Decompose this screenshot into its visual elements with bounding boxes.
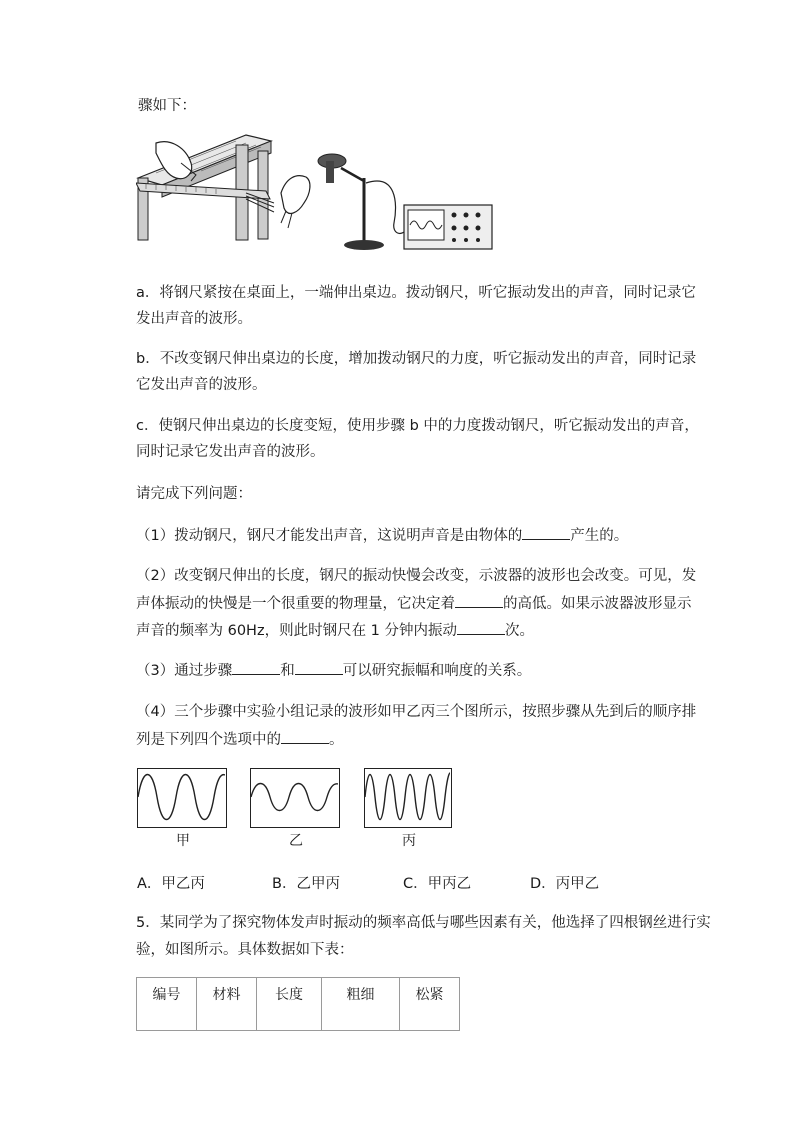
table-header-cell: 长度 [257, 978, 322, 1031]
option-b[interactable]: B．乙甲丙 [272, 876, 340, 892]
waveform-jia-graph [138, 769, 225, 826]
q2-line1: （2）改变钢尺伸出的长度，钢尺的振动快慢会改变，示波器的波形也会改变。可见，发 [136, 568, 697, 584]
question-3 [136, 660, 531, 681]
step-c-line1: c．使钢尺伸出桌边的长度变短，使用步骤 b 中的力度拨动钢尺，听它振动发出的声音， [136, 418, 699, 434]
table-header-row [137, 978, 460, 1031]
q2-line2-after: 的高低。如果示波器波形显示 [503, 596, 692, 612]
waveform-yi [250, 768, 340, 828]
waveform-bing-graph [365, 769, 450, 826]
q1-text-after: 产生的。 [570, 528, 629, 544]
waveform-label-bing: 丙 [402, 833, 416, 849]
q5-line1: 5．某同学为了探究物体发声时振动的频率高低与哪些因素有关，他选择了四根钢丝进行实 [136, 915, 711, 931]
q3-text-before: （3）通过步骤 [136, 663, 233, 679]
q2-line3-after: 次。 [505, 623, 535, 639]
q4-answer-blank[interactable] [281, 729, 329, 744]
q2-line3-before: 声音的频率为 60Hz，则此时钢尺在 1 分钟内振动 [136, 623, 458, 639]
waveform-label-jia: 甲 [176, 833, 190, 849]
prompt-text: 请完成下列问题： [136, 486, 252, 502]
q2-blank-2[interactable] [457, 620, 505, 635]
q4-line2-before: 列是下列四个选项中的 [136, 732, 281, 748]
option-c[interactable]: C．甲丙乙 [403, 876, 472, 892]
q3-blank-2[interactable] [295, 660, 343, 675]
intro-text: 骤如下： [138, 98, 196, 114]
q3-text-after: 可以研究振幅和响度的关系。 [342, 663, 532, 679]
q4-line1: （4）三个步骤中实验小组记录的波形如甲乙丙三个图所示，按照步骤从先到后的顺序排 [136, 704, 697, 720]
q2-line2 [136, 593, 692, 614]
q4-line2 [136, 729, 344, 750]
q3-blank-1[interactable] [232, 660, 280, 675]
waveform-yi-graph [251, 769, 338, 826]
table-header-cell: 材料 [197, 978, 257, 1031]
step-a-line1: a．将钢尺紧按在桌面上，一端伸出桌边。拨动钢尺，听它振动发出的声音，同时记录它 [136, 285, 696, 301]
q4-line2-after: 。 [329, 732, 344, 748]
q2-line3 [136, 620, 534, 641]
step-b-line2: 它发出声音的波形。 [136, 377, 267, 393]
q1-answer-blank[interactable] [522, 525, 570, 540]
table-header-cell: 粗细 [322, 978, 400, 1031]
waveform-bing [364, 768, 452, 828]
waveform-jia [137, 768, 227, 828]
step-a-line2: 发出声音的波形。 [136, 311, 252, 327]
experiment-illustration [136, 133, 496, 255]
question-1 [136, 525, 628, 546]
option-a[interactable]: A．甲乙丙 [137, 876, 205, 892]
table-header-cell: 松紧 [400, 978, 460, 1031]
table-header-cell: 编号 [137, 978, 197, 1031]
step-c-line2: 同时记录它发出声音的波形。 [136, 444, 325, 460]
step-b-line1: b．不改变钢尺伸出桌边的长度，增加拨动钢尺的力度，听它振动发出的声音，同时记录 [136, 351, 697, 367]
waveform-label-yi: 乙 [289, 833, 303, 849]
q2-line2-before: 声体振动的快慢是一个很重要的物理量，它决定着 [136, 596, 455, 612]
q2-blank-1[interactable] [455, 593, 503, 608]
q1-text-before: （1）拨动钢尺，钢尺才能发出声音，这说明声音是由物体的 [136, 528, 523, 544]
option-d[interactable]: D．丙甲乙 [530, 876, 600, 892]
steel-wire-data-table [136, 977, 460, 1031]
q5-line2: 验，如图所示。具体数据如下表： [136, 942, 354, 958]
q3-text-mid: 和 [280, 663, 295, 679]
